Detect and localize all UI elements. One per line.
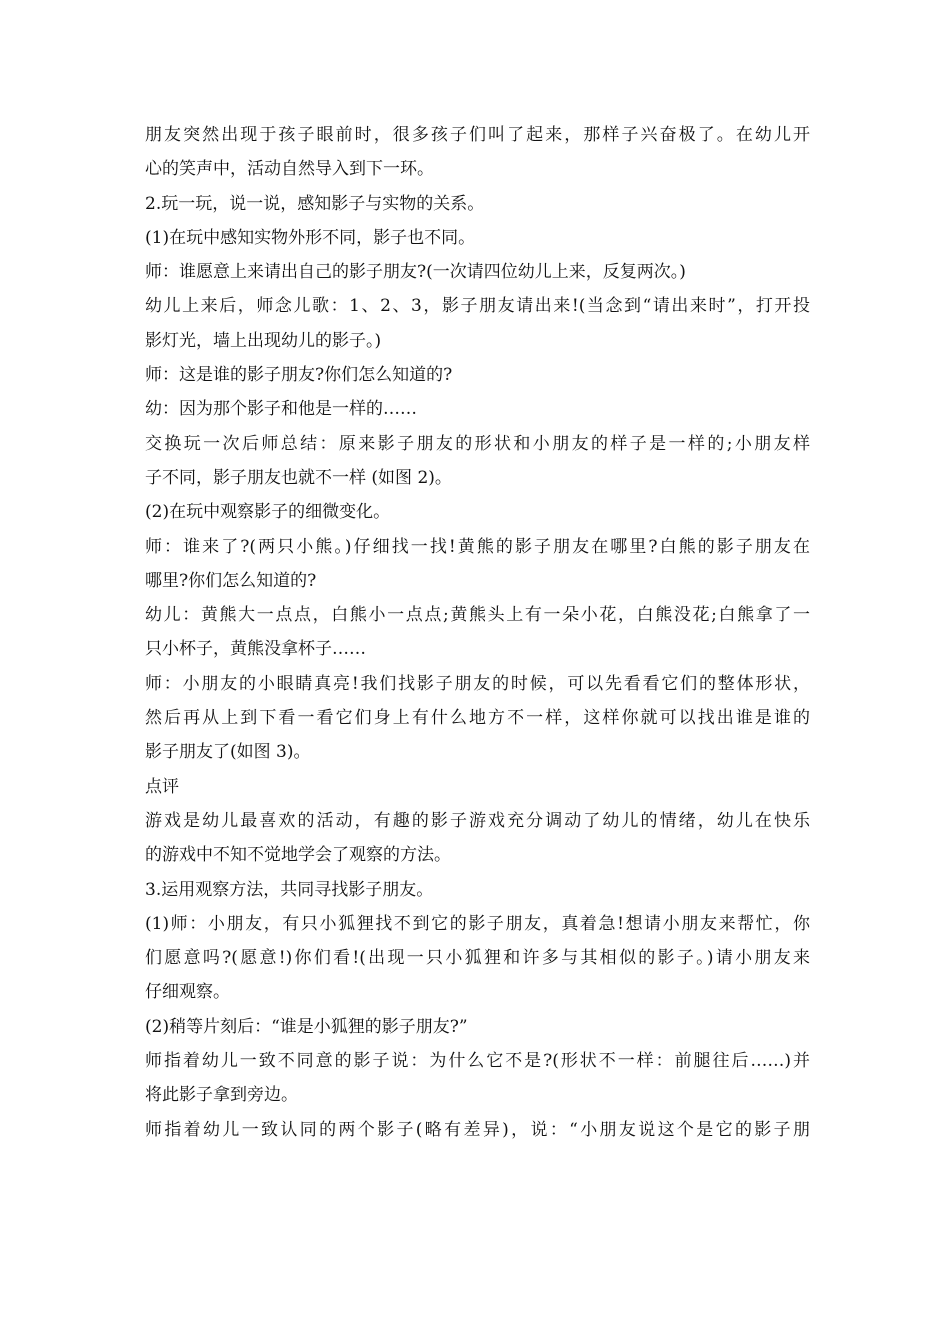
text-line: 影子朋友了(如图 3)。: [145, 742, 311, 763]
text-line: 游戏是幼儿最喜欢的活动，有趣的影子游戏充分调动了幼儿的情绪，幼儿在快乐: [145, 810, 810, 831]
text-line: 师：小朋友的小眼睛真亮!我们找影子朋友的时候，可以先看看它们的整体形状，: [145, 673, 810, 694]
text-line: 然后再从上到下看一看它们身上有什么地方不一样，这样你就可以找出谁是谁的: [145, 708, 810, 729]
text-line: 将此影子拿到旁边。: [145, 1085, 298, 1106]
document-body: [145, 118, 810, 1147]
text-line: 哪里?你们怎么知道的?: [145, 570, 317, 591]
text-line: (2)在玩中观察影子的细微变化。: [145, 502, 391, 523]
text-line: 师指着幼儿一致不同意的影子说：为什么它不是?(形状不一样：前腿往后……)并: [145, 1051, 810, 1072]
text-line: 仔细观察。: [145, 982, 230, 1003]
text-line: 朋友突然出现于孩子眼前时，很多孩子们叫了起来，那样子兴奋极了。在幼儿开: [145, 125, 810, 145]
text-line: 师：谁愿意上来请出自己的影子朋友?(一次请四位幼儿上来，反复两次。): [145, 262, 686, 283]
text-line: 只小杯子，黄熊没拿杯子……: [145, 639, 366, 660]
text-line: (1)在玩中感知实物外形不同，影子也不同。: [145, 227, 476, 248]
text-line: 师指着幼儿一致认同的两个影子(略有差异)，说：“小朋友说这个是它的影子朋: [145, 1119, 810, 1140]
text-line: 点评: [145, 776, 179, 797]
text-line: 子不同，影子朋友也就不一样 (如图 2)。: [145, 467, 452, 488]
text-line: 师：这是谁的影子朋友?你们怎么知道的?: [145, 365, 453, 386]
text-line: 师：谁来了?(两只小熊。)仔细找一找!黄熊的影子朋友在哪里?白熊的影子朋友在: [145, 536, 810, 557]
text-line: 2.玩一玩，说一说，感知影子与实物的关系。: [145, 193, 485, 214]
text-line: (2)稍等片刻后：“谁是小狐狸的影子朋友?”: [145, 1016, 468, 1037]
text-line: 3.运用观察方法，共同寻找影子朋友。: [145, 879, 434, 900]
text-line: (1)师：小朋友，有只小狐狸找不到它的影子朋友，真着急!想请小朋友来帮忙，你: [145, 913, 810, 934]
text-line: 交换玩一次后师总结：原来影子朋友的形状和小朋友的样子是一样的;小朋友样: [145, 433, 810, 454]
text-line: 幼：因为那个影子和他是一样的……: [145, 399, 417, 420]
text-line: 的游戏中不知不觉地学会了观察的方法。: [145, 845, 451, 866]
text-line: 们愿意吗?(愿意!)你们看!(出现一只小狐狸和许多与其相似的影子。)请小朋友来: [145, 948, 810, 969]
text-line: 影灯光，墙上出现幼儿的影子。): [145, 330, 382, 351]
text-line: 幼儿上来后，师念儿歌：1、2、3，影子朋友请出来!(当念到“请出来时”，打开投: [145, 296, 810, 317]
text-line: 幼儿：黄熊大一点点，白熊小一点点;黄熊头上有一朵小花，白熊没花;白熊拿了一: [145, 605, 810, 626]
text-line: 心的笑声中，活动自然导入到下一环。: [145, 159, 434, 180]
